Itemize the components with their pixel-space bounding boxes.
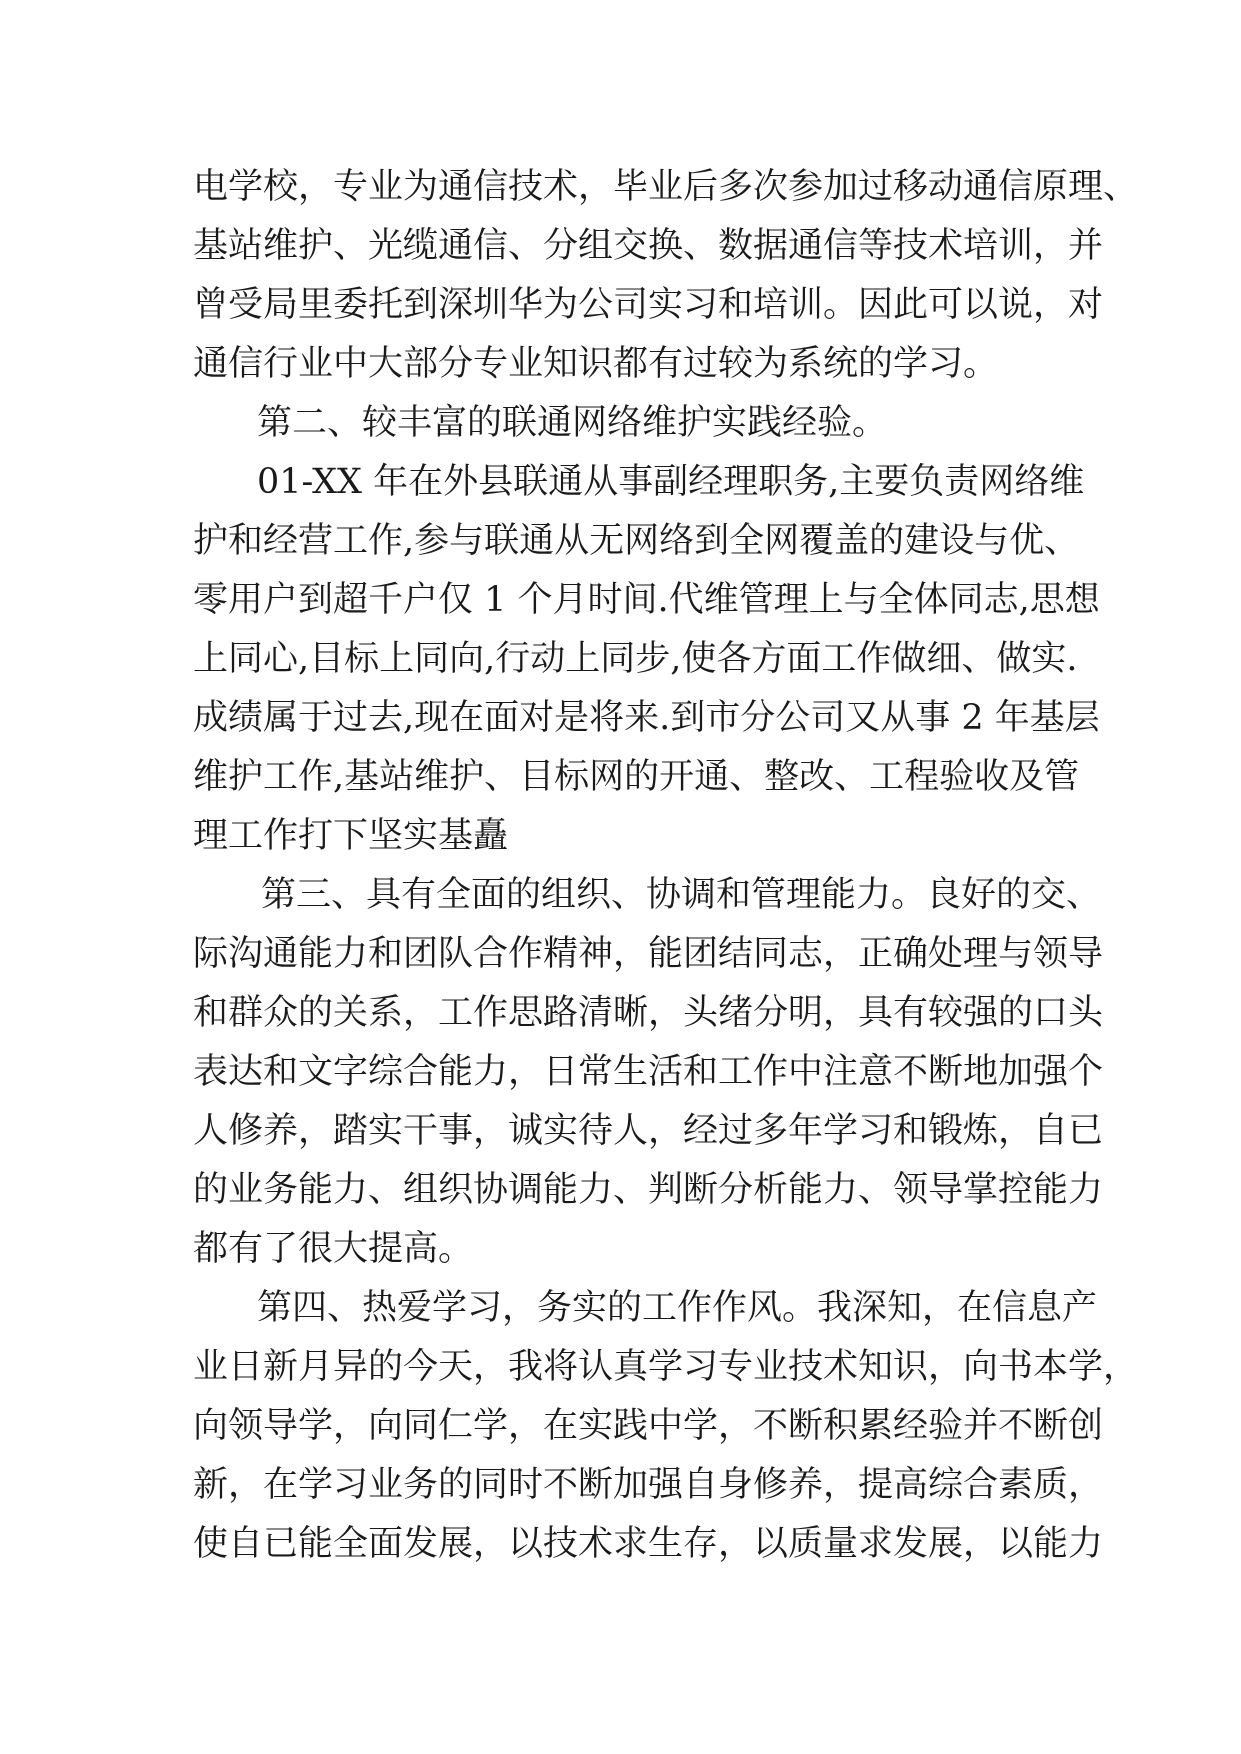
text-line: 表达和文字综合能力，日常生活和工作中注意不断地加强个: [193, 1052, 1104, 1092]
text-line: 业日新月异的今天，我将认真学习专业技术知识，向书本学，: [193, 1347, 1139, 1387]
paragraph-education: [193, 158, 1139, 394]
text-line: 通信行业中大部分专业知识都有过较为系统的学习。: [193, 344, 999, 384]
section-heading: 第二、较丰富的联通网络维护实践经验。: [257, 403, 888, 443]
paragraph-heading-second: [193, 394, 1053, 453]
paragraph-management: [193, 866, 1104, 1279]
text-line: 曾受局里委托到深圳华为公司实习和培训。因此可以说，对: [193, 285, 1104, 325]
text-line: 护和经营工作,参与联通从无网络到全网覆盖的建设与优、: [193, 521, 1080, 561]
text-line: 零用户到超千户仅 1 个月时间.代维管理上与全体同志,思想: [193, 580, 1100, 620]
text-line: 新，在学习业务的同时不断加强自身修养，提高综合素质，: [193, 1465, 1104, 1505]
text-line: 电学校，专业为通信技术，毕业后多次参加过移动通信原理、: [193, 167, 1139, 207]
text-line: 和群众的关系，工作思路清晰，头绪分明，具有较强的口头: [193, 993, 1104, 1033]
section-heading: 第四、热爱学习，务实的工作作风。我深知，在信息产: [257, 1288, 1098, 1328]
text-line: 人修养，踏实干事，诚实待人，经过多年学习和锻炼，自已: [193, 1111, 1104, 1151]
text-line: 01-XX 年在外县联通从事副经理职务,主要负责网络维: [257, 462, 1085, 502]
text-line: 上同心,目标上同向,行动上同步,使各方面工作做细、做实.: [193, 639, 1078, 679]
text-line: 际沟通能力和团队合作精神，能团结同志，正确处理与领导: [193, 934, 1104, 974]
text-line: 向领导学，向同仁学，在实践中学，不断积累经验并不断创: [193, 1406, 1104, 1446]
document-body: [193, 158, 1139, 1574]
text-line: 使自已能全面发展，以技术求生存，以质量求发展，以能力: [193, 1524, 1104, 1564]
section-heading: 第三、具有全面的组织、协调和管理能力。良好的交、: [261, 875, 1102, 915]
text-line: 的业务能力、组织协调能力、判断分析能力、领导掌控能力: [193, 1170, 1104, 1210]
text-line: 成绩属于过去,现在面对是将来.到市分公司又从事 2 年基层: [193, 698, 1100, 738]
text-line: 都有了很大提高。: [193, 1229, 474, 1269]
text-line: 理工作打下坚实基矗: [193, 816, 509, 856]
paragraph-experience: [193, 453, 1100, 866]
text-line: 基站维护、光缆通信、分组交换、数据通信等技术培训，并: [193, 226, 1104, 266]
text-line: 维护工作,基站维护、目标网的开通、整改、工程验收及管: [193, 757, 1080, 797]
paragraph-learning: [193, 1279, 1139, 1574]
